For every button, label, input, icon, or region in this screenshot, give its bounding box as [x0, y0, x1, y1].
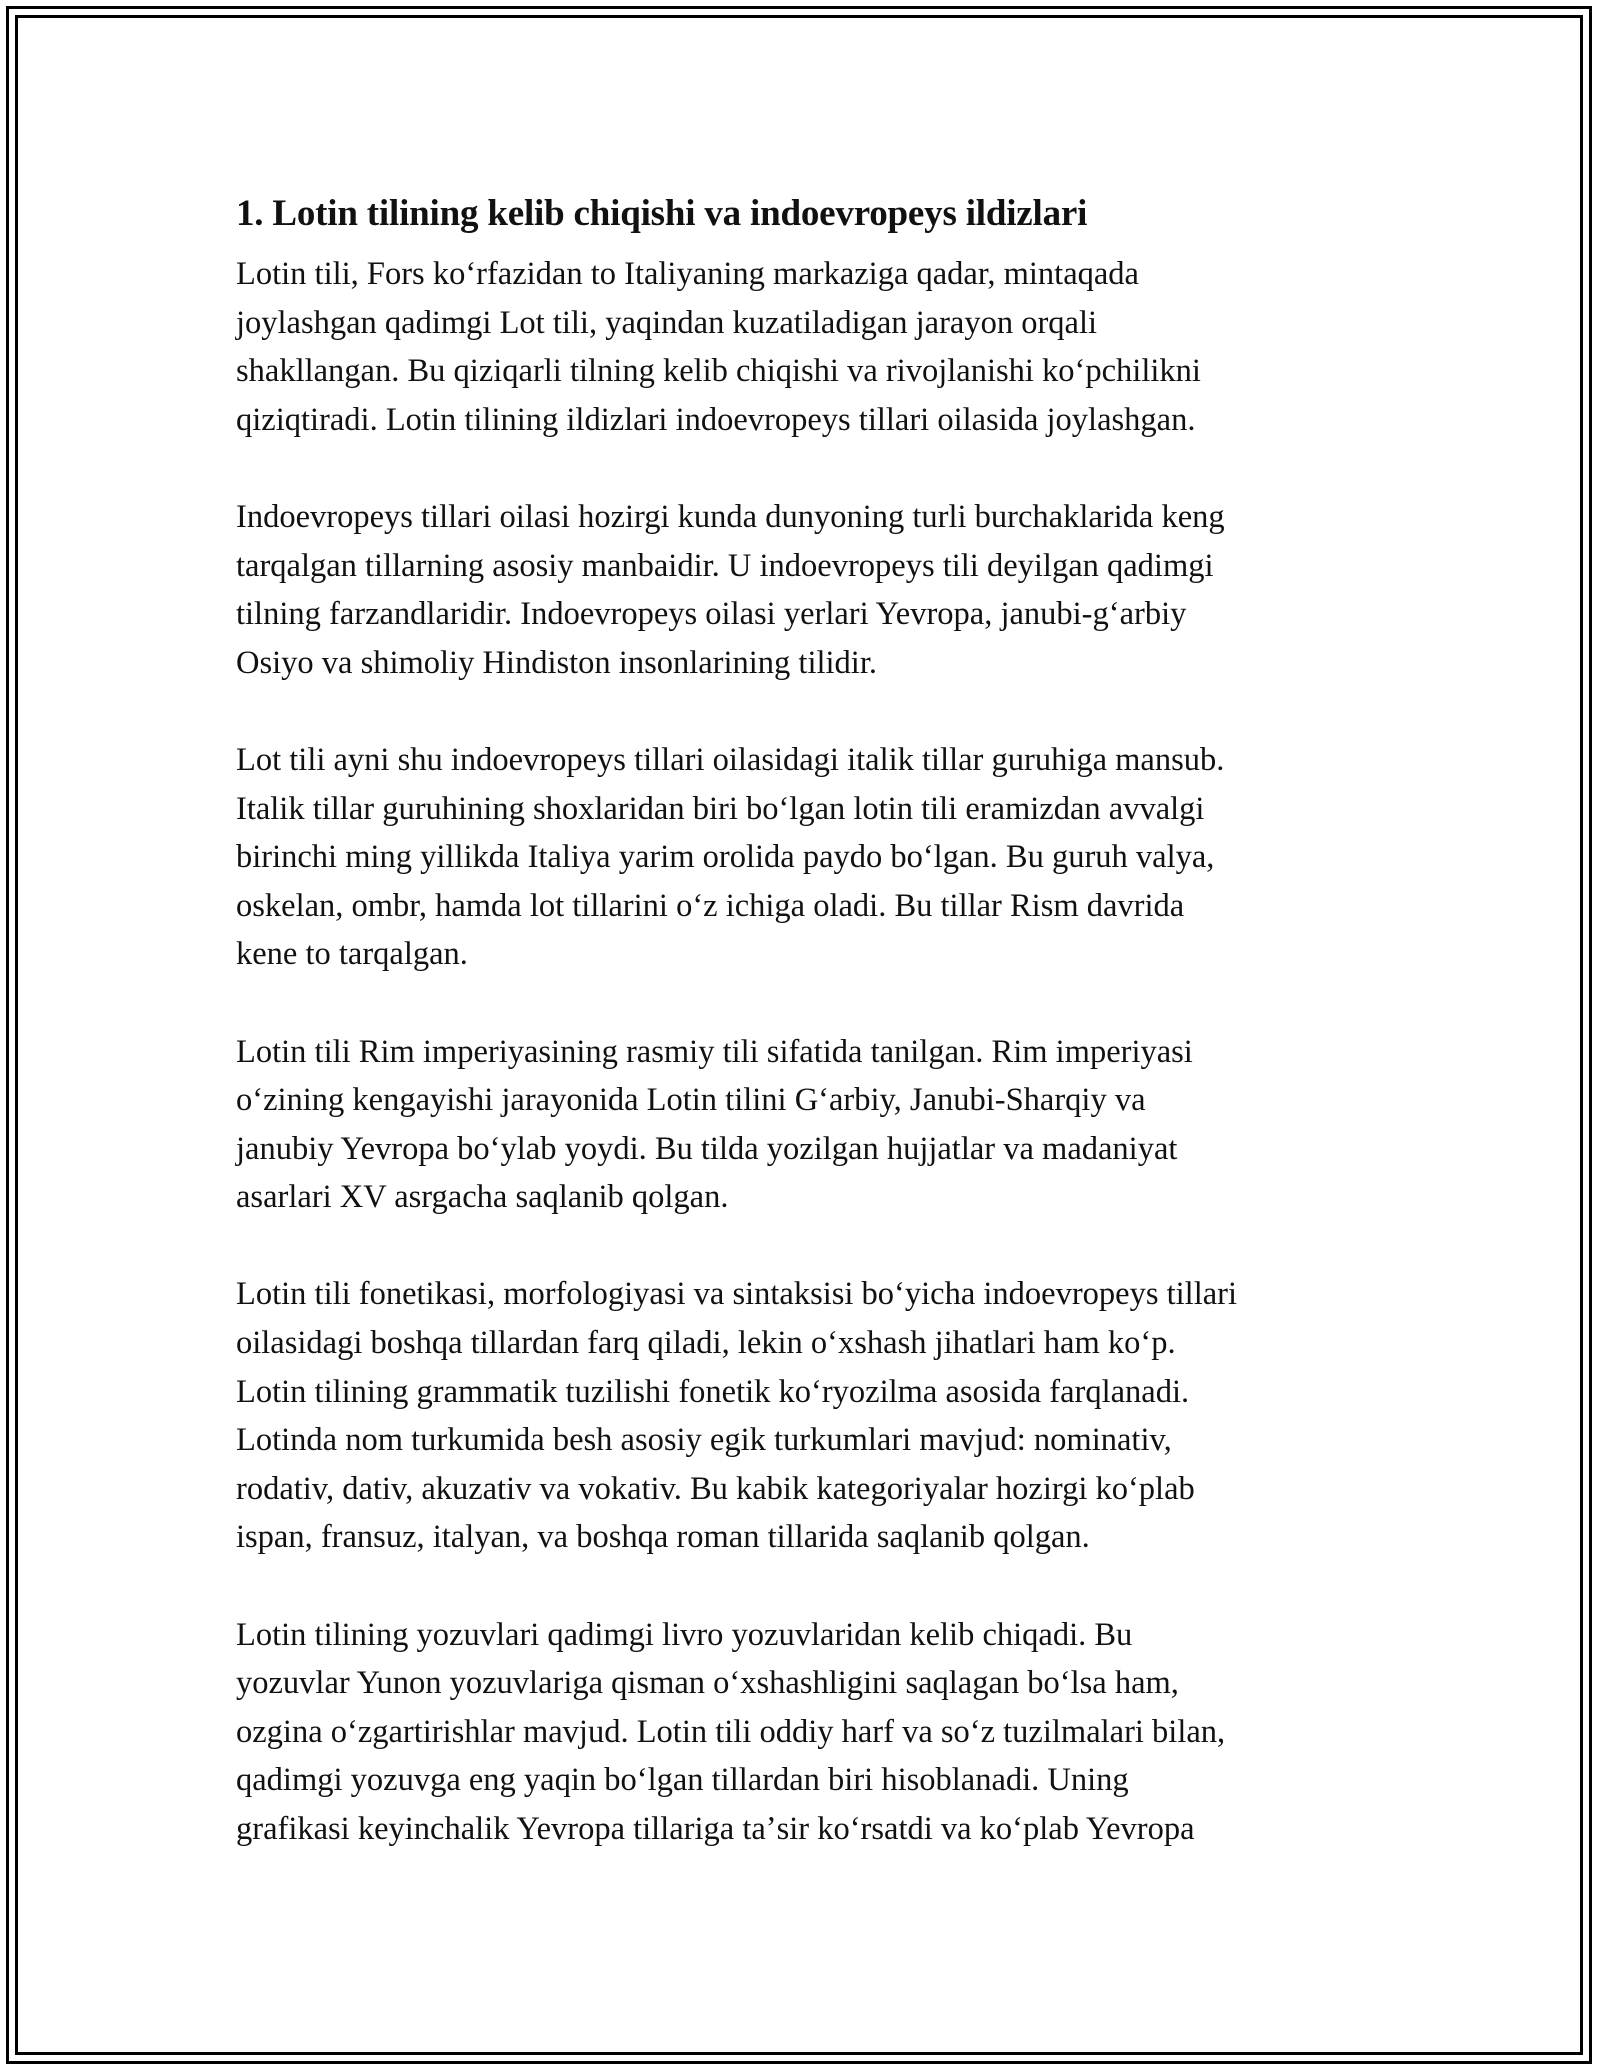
- text-line: Lot tili ayni shu indoevropeys tillari oilasidagi italik tillar guruhiga mansub.: [236, 741, 1225, 778]
- paragraph-6: [236, 1611, 1376, 1854]
- text-line: Lotin tili fonetikasi, morfologiyasi va sintaksisi boʻyicha indoevropeys tillari: [236, 1276, 1238, 1313]
- text-line: Lotin tilining yozuvlari qadimgi livro yozuvlaridan kelib chiqadi. Bu: [236, 1616, 1133, 1653]
- text-line: grafikasi keyinchalik Yevropa tillariga taʼsir koʻrsatdi va koʻplab Yevropa: [236, 1811, 1195, 1847]
- text-line: janubiy Yevropa boʻylab yoydi. Bu tilda yozilgan hujjatlar va madaniyat: [236, 1130, 1178, 1167]
- text-line: Italik tillar guruhining shoxlaridan biri boʻlgan lotin tili eramizdan avvalgi: [236, 790, 1205, 827]
- text-line: Lotin tilining grammatik tuzilishi fonetik koʻryozilma asosida farqlanadi.: [236, 1373, 1190, 1410]
- text-line: birinchi ming yillikda Italiya yarim orolida paydo boʻlgan. Bu guruh valya,: [236, 839, 1215, 876]
- text-line: qadimgi yozuvga eng yaqin boʻlgan tillardan biri hisoblanadi. Uning: [236, 1762, 1129, 1799]
- text-line: tilning farzandlaridir. Indoevropeys oilasi yerlari Yevropa, janubi-gʻarbiy: [236, 596, 1187, 633]
- text-line: Osiyo va shimoliy Hindiston insonlarining tilidir.: [236, 644, 877, 681]
- text-line: oskelan, ombr, hamda lot tillarini oʻz ichiga oladi. Bu tillar Rism davrida: [236, 887, 1185, 924]
- text-line: ispan, fransuz, italyan, va boshqa roman tillarida saqlanib qolgan.: [236, 1519, 1090, 1556]
- paragraph-5: [236, 1270, 1376, 1562]
- text-line: oʻzining kengayishi jarayonida Lotin tilini Gʻarbiy, Janubi-Sharqiy va: [236, 1082, 1146, 1119]
- paragraph-1: [236, 250, 1376, 444]
- text-line: kene to tarqalgan.: [236, 936, 468, 973]
- text-line: rodativ, dativ, akuzativ va vokativ. Bu kabik kategoriyalar hozirgi koʻplab: [236, 1470, 1195, 1507]
- text-line: asarlari XV asrgacha saqlanib qolgan.: [236, 1179, 729, 1216]
- text-line: shakllangan. Bu qiziqarli tilning kelib chiqishi va rivojlanishi koʻpchilikni: [236, 353, 1201, 390]
- text-line: Indoevropeys tillari oilasi hozirgi kunda dunyoning turli burchaklarida keng: [236, 498, 1225, 535]
- section-heading: 1. Lotin tilining kelib chiqishi va indoevropeys ildizlari: [236, 193, 1088, 234]
- paragraph-2: [236, 493, 1376, 687]
- text-line: joylashgan qadimgi Lot tili, yaqindan kuzatiladigan jarayon orqali: [236, 304, 1098, 341]
- text-line: ozgina oʻzgartirishlar mavjud. Lotin tili oddiy harf va soʻz tuzilmalari bilan,: [236, 1713, 1226, 1750]
- text-line: tarqalgan tillarning asosiy manbaidir. U indoevropeys tili deyilgan qadimgi: [236, 547, 1214, 584]
- text-line: Lotin tili Rim imperiyasining rasmiy tili sifatida tanilgan. Rim imperiyasi: [236, 1033, 1193, 1070]
- text-line: Lotinda nom turkumida besh asosiy egik turkumlari mavjud: nominativ,: [236, 1422, 1172, 1459]
- document-body: [236, 186, 1376, 1902]
- paragraph-3: [236, 736, 1376, 979]
- text-line: yozuvlar Yunon yozuvlariga qisman oʻxshashligini saqlagan boʻlsa ham,: [236, 1665, 1179, 1702]
- text-line: oilasidagi boshqa tillardan farq qiladi, lekin oʻxshash jihatlari ham koʻp.: [236, 1325, 1176, 1362]
- text-line: Lotin tili, Fors koʻrfazidan to Italiyaning markaziga qadar, mintaqada: [236, 256, 1139, 292]
- text-line: qiziqtiradi. Lotin tilining ildizlari indoevropeys tillari oilasida joylashgan.: [236, 401, 1196, 438]
- paragraph-4: [236, 1028, 1376, 1222]
